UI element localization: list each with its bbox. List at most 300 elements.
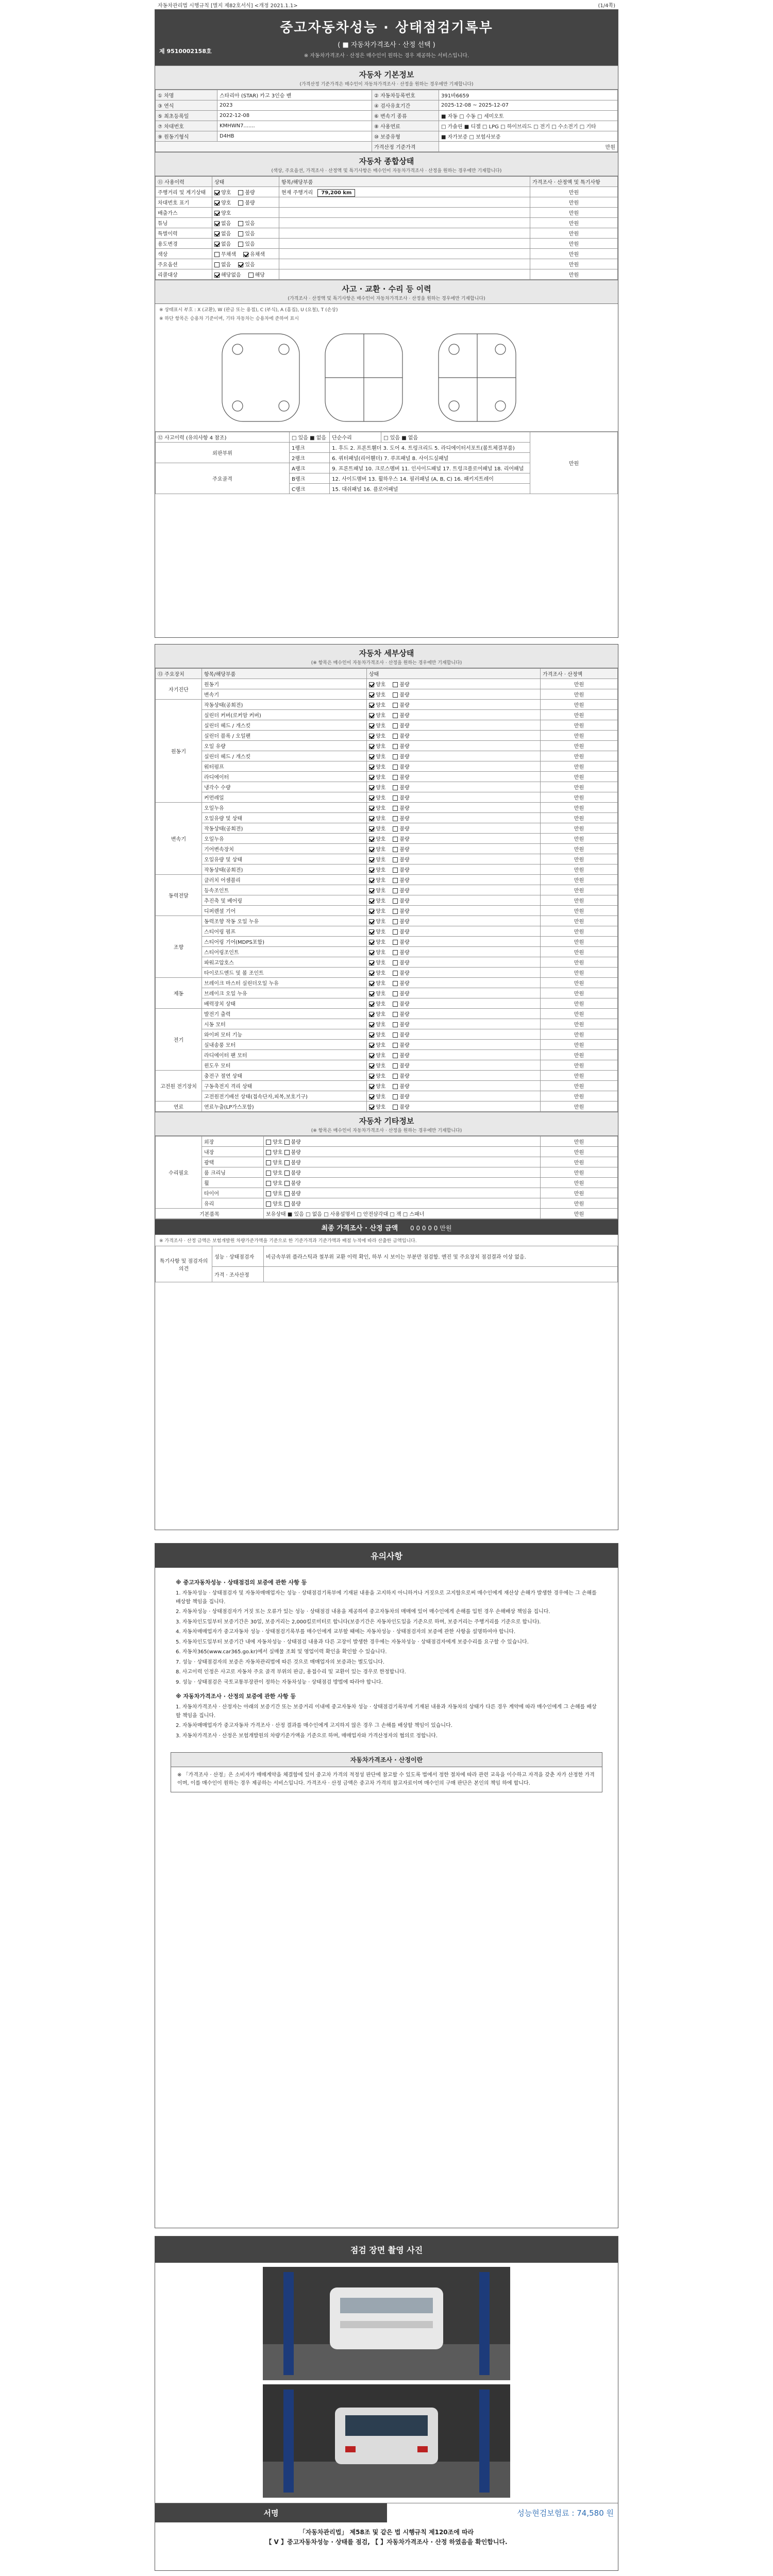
rank-label: A랭크 bbox=[290, 463, 330, 473]
checkbox[interactable] bbox=[393, 868, 398, 873]
price-unit: 만원 bbox=[541, 782, 618, 792]
photo-sheet bbox=[155, 2236, 618, 2571]
price-unit: 만원 bbox=[541, 988, 618, 998]
detail-status bbox=[367, 937, 541, 947]
group-label: 조향 bbox=[156, 916, 202, 978]
status-label: 불량 bbox=[399, 744, 410, 750]
notice-paragraph: 6. 자동차365(www.car365.go.kr)에서 실매물 조회 및 영업이력 확인을 확인할 수 있습니다. bbox=[176, 1649, 387, 1655]
rank-label: 1랭크 bbox=[290, 443, 330, 453]
price-unit: 만원 bbox=[541, 906, 618, 916]
status-label: 양호 bbox=[376, 754, 386, 760]
detail-status bbox=[367, 751, 541, 761]
checkbox-checked[interactable] bbox=[214, 231, 220, 236]
status-label: 불량 bbox=[399, 775, 410, 781]
checkbox-checked[interactable] bbox=[369, 1063, 374, 1069]
status-label: 불량 bbox=[399, 929, 410, 935]
checkbox-checked[interactable] bbox=[369, 991, 374, 996]
checkbox-checked[interactable] bbox=[369, 806, 374, 811]
checkbox-checked[interactable] bbox=[369, 713, 374, 718]
field-label: ③ 연식 bbox=[156, 100, 217, 111]
checkbox[interactable] bbox=[393, 878, 398, 883]
checkbox[interactable] bbox=[238, 231, 243, 236]
summary-value: 0 0 0 0 0 만원 bbox=[410, 1225, 452, 1232]
field-value: ■ 자동 □ 수동 □ 세미오토 bbox=[439, 111, 618, 121]
parts-list: 6. 쿼터패널(리어휀더) 7. 루프패널 8. 사이드실패널 bbox=[330, 453, 530, 463]
status-label: 불량 bbox=[399, 1105, 410, 1110]
checkbox-checked[interactable] bbox=[369, 1043, 374, 1048]
checkbox[interactable] bbox=[393, 703, 398, 708]
detail-status bbox=[367, 689, 541, 700]
price-unit: 만원 bbox=[541, 803, 618, 813]
detail-item: 냉각수 수량 bbox=[202, 782, 367, 792]
status-label: 양호 bbox=[376, 857, 386, 863]
status-label: 양호 bbox=[376, 940, 386, 945]
checkbox[interactable] bbox=[393, 806, 398, 811]
detail-item: 브레이크 마스터 실린더오일 누유 bbox=[202, 978, 367, 988]
status-label: 양호 bbox=[376, 919, 386, 925]
detail-item: 오일유량 및 상태 bbox=[202, 854, 367, 865]
checkbox[interactable] bbox=[284, 1140, 290, 1145]
row-label: 주행거리 및 계기상태 bbox=[156, 187, 212, 197]
checkbox-checked[interactable] bbox=[369, 826, 374, 832]
checkbox-checked[interactable] bbox=[369, 775, 374, 780]
checkbox[interactable] bbox=[393, 734, 398, 739]
detail-item: 작동상태(공회전) bbox=[202, 865, 367, 875]
detail-sheet bbox=[155, 644, 618, 1530]
detail-item: 라디에이터 팬 모터 bbox=[202, 1050, 367, 1060]
status-label: 양호 bbox=[376, 929, 386, 935]
detail-table bbox=[155, 668, 618, 1112]
checkbox[interactable] bbox=[266, 1140, 271, 1145]
checkbox[interactable] bbox=[393, 816, 398, 821]
checkbox[interactable] bbox=[393, 888, 398, 893]
detail-item: 스티어링조인트 bbox=[202, 947, 367, 957]
notice-paragraph: 3. 자동차인도일부터 보증기간은 30일, 보증거리는 2,000킬로미터로 합니다(보증기간은 자동차인도일을 기준으로 하며, 보증거리는 주행거리를 기준으로 합니다). bbox=[176, 1619, 541, 1625]
checkbox-checked[interactable] bbox=[369, 682, 374, 687]
checkbox[interactable] bbox=[393, 785, 398, 790]
checkbox-checked[interactable] bbox=[214, 211, 220, 216]
row-label: 주요옵션 bbox=[156, 259, 212, 269]
status-label: 불량 bbox=[399, 991, 410, 997]
checkbox[interactable] bbox=[238, 242, 243, 247]
checkbox-checked[interactable] bbox=[369, 960, 374, 965]
status-label: 불량 bbox=[399, 1074, 410, 1079]
field-label: ⑥ 변속기 종류 bbox=[372, 111, 439, 121]
price-unit: 만원 bbox=[541, 865, 618, 875]
checkbox[interactable] bbox=[393, 826, 398, 832]
status-label: 불량 bbox=[399, 950, 410, 956]
field-value: 스타리아 (STAR) 카고 3인승 밴 bbox=[217, 90, 372, 100]
price-unit: 만원 bbox=[530, 239, 618, 249]
price-unit: 만원 bbox=[439, 142, 618, 152]
checkbox-checked[interactable] bbox=[369, 754, 374, 759]
other-header bbox=[155, 1112, 618, 1136]
checkbox[interactable] bbox=[393, 1105, 398, 1110]
status-label: 양호 bbox=[376, 1002, 386, 1007]
checkbox[interactable] bbox=[393, 940, 398, 945]
detail-item: 구동축전지 격리 상태 bbox=[202, 1081, 367, 1091]
summary-header bbox=[155, 1219, 618, 1235]
checkbox-checked[interactable] bbox=[369, 795, 374, 801]
checkbox[interactable] bbox=[393, 1043, 398, 1048]
checkbox[interactable] bbox=[393, 1063, 398, 1069]
checkbox-checked[interactable] bbox=[369, 692, 374, 698]
status-label: 양호 bbox=[376, 981, 386, 987]
price-unit: 만원 bbox=[541, 1091, 618, 1101]
detail-status bbox=[367, 823, 541, 834]
checkbox-checked[interactable] bbox=[214, 200, 220, 206]
col-header: 상태 bbox=[367, 669, 541, 679]
col-header: 항목/해당부품 bbox=[279, 177, 530, 187]
detail-status bbox=[367, 968, 541, 978]
price-unit: 만원 bbox=[530, 249, 618, 259]
detail-status bbox=[367, 679, 541, 689]
price-unit: 만원 bbox=[541, 875, 618, 885]
detail-status bbox=[367, 957, 541, 968]
price-unit: 만원 bbox=[541, 844, 618, 854]
status-label: 양호 bbox=[376, 1105, 386, 1110]
checkbox[interactable] bbox=[393, 754, 398, 759]
checkbox[interactable] bbox=[238, 221, 243, 226]
status-label: 불량 bbox=[399, 1063, 410, 1069]
checkbox[interactable] bbox=[393, 1074, 398, 1079]
price-unit: 만원 bbox=[541, 792, 618, 803]
price-label: 가격 · 조사산정 bbox=[212, 1267, 264, 1282]
status-label: 양호 bbox=[376, 837, 386, 842]
basic-info-note: (가격산정 기준가격은 매수인이 자동차가격조사 · 산정을 원하는 경우에만 기재합니다) bbox=[299, 82, 474, 87]
status-label: 양호 bbox=[376, 744, 386, 750]
checkbox-checked[interactable] bbox=[369, 919, 374, 924]
checkbox-checked[interactable] bbox=[369, 847, 374, 852]
checkbox[interactable] bbox=[214, 262, 220, 267]
status-label: 양호 bbox=[376, 703, 386, 708]
detail-item: 스티어링 펌프 bbox=[202, 926, 367, 937]
price-cell bbox=[156, 142, 372, 152]
checkbox-checked[interactable] bbox=[369, 703, 374, 708]
checkbox[interactable] bbox=[266, 1150, 271, 1155]
notice-paragraph: 1. 자동차가격조사 · 산정자는 아래의 보증기간 또는 보증거리 이내에 중고자동차 성능 · 상태점검기록부에 기재된 내용과 자동차의 상태가 다른 경우 계약에 따라 매수인에게 그 손해를 배상할 책임을 집니다. bbox=[176, 1704, 597, 1719]
detail-status bbox=[367, 813, 541, 823]
checkbox[interactable] bbox=[393, 857, 398, 862]
detail-status bbox=[367, 834, 541, 844]
detail-item: 파워고압호스 bbox=[202, 957, 367, 968]
price-unit: 만원 bbox=[541, 1019, 618, 1029]
detail-item: 실린더 블록 / 오일팬 bbox=[202, 731, 367, 741]
checkbox-checked[interactable] bbox=[369, 940, 374, 945]
checkbox-checked[interactable] bbox=[243, 252, 248, 257]
price-unit: 만원 bbox=[530, 208, 618, 218]
checkbox[interactable] bbox=[393, 899, 398, 904]
mileage-value: 79,200 km bbox=[317, 189, 355, 197]
checkbox[interactable] bbox=[393, 1084, 398, 1089]
checkbox[interactable] bbox=[266, 1201, 271, 1207]
checkbox-checked[interactable] bbox=[369, 785, 374, 790]
detail-status bbox=[367, 1101, 541, 1112]
top-bar bbox=[155, 0, 618, 8]
detail-item: 워터펌프 bbox=[202, 761, 367, 772]
detail-status bbox=[367, 772, 541, 782]
basic-items-label: 기본품목 bbox=[156, 1209, 264, 1219]
detail-status bbox=[367, 710, 541, 720]
checkbox[interactable] bbox=[284, 1171, 290, 1176]
document-note: ※ 자동차가격조사 · 산정은 매수인이 원하는 경우 제공하는 서비스입니다. bbox=[304, 53, 469, 59]
col-header: ⑬ 주요장치 bbox=[156, 669, 202, 679]
checkbox[interactable] bbox=[266, 1160, 271, 1165]
field-value: □ 가솔린 ■ 디젤 □ LPG □ 하이브리드 □ 전기 □ 수소전기 □ 기타 bbox=[439, 121, 618, 131]
group-label: 전기 bbox=[156, 1009, 202, 1071]
inspection-photo-front bbox=[263, 2267, 510, 2380]
detail-item: 클러치 어셈블리 bbox=[202, 875, 367, 885]
checkbox[interactable] bbox=[393, 1012, 398, 1017]
checkbox[interactable] bbox=[393, 1053, 398, 1058]
checkbox[interactable] bbox=[284, 1181, 290, 1186]
price-unit: 만원 bbox=[541, 823, 618, 834]
rank-label: C랭크 bbox=[290, 484, 330, 494]
field-label: ② 자동차등록번호 bbox=[372, 90, 439, 100]
checkbox-checked[interactable] bbox=[369, 744, 374, 749]
checkbox[interactable] bbox=[266, 1181, 271, 1186]
status-label: 양호 bbox=[376, 1022, 386, 1028]
checkbox[interactable] bbox=[393, 1032, 398, 1038]
checkbox-checked[interactable] bbox=[369, 868, 374, 873]
detail-status bbox=[367, 803, 541, 813]
detail-item: 오일누유 bbox=[202, 803, 367, 813]
checkbox[interactable] bbox=[393, 775, 398, 780]
price-unit: 만원 bbox=[541, 720, 618, 731]
row-label: 차대번호 표기 bbox=[156, 197, 212, 208]
detail-item: 스티어링 기어(MDPS포함) bbox=[202, 937, 367, 947]
accident-legend: ※ 상태표시 부호 : X (교환), W (판금 또는 용접), C (부식), A (흠집), U (요철), T (손상) bbox=[159, 308, 338, 313]
detail-status bbox=[367, 906, 541, 916]
checkbox[interactable] bbox=[393, 1002, 398, 1007]
detail-status bbox=[367, 761, 541, 772]
checkbox-checked[interactable] bbox=[369, 1012, 374, 1017]
status-label: 불량 bbox=[399, 940, 410, 945]
checkbox[interactable] bbox=[393, 795, 398, 801]
price-unit: 만원 bbox=[541, 1081, 618, 1091]
checkbox-checked[interactable] bbox=[369, 1002, 374, 1007]
inspection-photo-rear bbox=[263, 2384, 510, 2498]
col-header: 항목/해당부품 bbox=[202, 669, 367, 679]
group-label: 변속기 bbox=[156, 803, 202, 875]
checkbox-checked[interactable] bbox=[369, 971, 374, 976]
detail-item: 발전기 출력 bbox=[202, 1009, 367, 1019]
checkbox[interactable] bbox=[393, 847, 398, 852]
checkbox-checked[interactable] bbox=[369, 981, 374, 986]
parts-list: 12. 사이드멤버 13. 휠하우스 14. 필러패널 (A, B, C) 16. 패키지트레이 bbox=[330, 473, 530, 484]
checkbox-checked[interactable] bbox=[369, 816, 374, 821]
price-unit: 만원 bbox=[530, 218, 618, 228]
field-label: ① 차명 bbox=[156, 90, 217, 100]
row-label: 튜닝 bbox=[156, 218, 212, 228]
status-label: 양호 bbox=[376, 775, 386, 781]
detail-status bbox=[367, 854, 541, 865]
overall-note: (색상, 주요옵션, 가격조사 · 산정액 및 특기사항은 매수인이 자동차가격조사 · 산정을 원하는 경우에만 기재합니다) bbox=[271, 168, 502, 174]
accident-note: (가격조사 · 산정액 및 특기사항은 매수인이 자동차가격조사 · 산정을 원하는 경우에만 기재합니다) bbox=[288, 296, 485, 301]
detail-status bbox=[367, 720, 541, 731]
status-label: 불량 bbox=[399, 806, 410, 811]
checkbox-checked[interactable] bbox=[369, 929, 374, 935]
price-unit: 만원 bbox=[530, 259, 618, 269]
status-label: 불량 bbox=[399, 1012, 410, 1018]
accident-header bbox=[155, 280, 618, 304]
simple-repair-value: □ 있음 ■ 없음 bbox=[381, 432, 530, 443]
outer-label: 외판부위 bbox=[156, 443, 290, 463]
price-unit: 만원 bbox=[541, 937, 618, 947]
checkbox-checked[interactable] bbox=[369, 1032, 374, 1038]
checkbox[interactable] bbox=[284, 1160, 290, 1165]
checkbox[interactable] bbox=[393, 919, 398, 924]
checkbox[interactable] bbox=[284, 1201, 290, 1207]
status-label: 양호 bbox=[376, 795, 386, 801]
checkbox-checked[interactable] bbox=[369, 1084, 374, 1089]
detail-status bbox=[367, 731, 541, 741]
checkbox-checked[interactable] bbox=[369, 723, 374, 728]
status-label: 양호 bbox=[376, 692, 386, 698]
detail-item: 변속기 bbox=[202, 689, 367, 700]
checkbox[interactable] bbox=[393, 682, 398, 687]
detail-item: 타이로드엔드 및 볼 조인트 bbox=[202, 968, 367, 978]
price-unit: 만원 bbox=[541, 1101, 618, 1112]
checkbox[interactable] bbox=[393, 765, 398, 770]
detail-status bbox=[367, 792, 541, 803]
checkbox[interactable] bbox=[393, 909, 398, 914]
checkbox[interactable] bbox=[248, 273, 254, 278]
checkbox[interactable] bbox=[393, 1022, 398, 1027]
status-label: 불량 bbox=[399, 1094, 410, 1100]
checkbox-checked[interactable] bbox=[214, 273, 220, 278]
detail-item: 브레이크 오일 누유 bbox=[202, 988, 367, 998]
price-unit: 만원 bbox=[541, 998, 618, 1009]
checkbox[interactable] bbox=[393, 960, 398, 965]
other-row: 광택 bbox=[202, 1157, 264, 1167]
status-label: 불량 bbox=[399, 899, 410, 904]
other-table: 수리필요 외장 양호 불량 만원 내장 양호 불량 만원 광택 양호 불량 만원 룸 크리닝 양호 불량 만원 휠 양호 불량 만원 타이어 양호 불량 만원 유리 양호 불량 만원 기본품목 보유상태 ■ 있음 □ 없음 □ 사용설명서 □ 안전삼각대 □ 잭 □ 스패너 만원 bbox=[155, 1136, 618, 1219]
checkbox[interactable] bbox=[266, 1171, 271, 1176]
group-label: 동력전달 bbox=[156, 875, 202, 916]
checkbox[interactable] bbox=[393, 929, 398, 935]
fee-text: 성능현검보험료 : 74,580 원 bbox=[517, 2509, 614, 2518]
detail-item: 와이퍼 모터 기능 bbox=[202, 1029, 367, 1040]
detail-status bbox=[367, 1040, 541, 1050]
checkbox-checked[interactable] bbox=[369, 734, 374, 739]
col-header: 상태 bbox=[212, 177, 279, 187]
checkbox[interactable] bbox=[393, 723, 398, 728]
detail-item: 기어변속장치 bbox=[202, 844, 367, 854]
group-label: 자기진단 bbox=[156, 679, 202, 700]
checkbox-checked[interactable] bbox=[369, 1053, 374, 1058]
field-value: 2025-12-08 ~ 2025-12-07 bbox=[439, 100, 618, 111]
checkbox-checked[interactable] bbox=[369, 950, 374, 955]
notice-body bbox=[155, 1568, 618, 1747]
checkbox[interactable] bbox=[284, 1150, 290, 1155]
document-number: 제 9510002158호 bbox=[159, 48, 212, 55]
checkbox[interactable] bbox=[238, 200, 243, 206]
car-outline-diagram bbox=[155, 324, 618, 432]
detail-status bbox=[367, 1081, 541, 1091]
status-label: 불량 bbox=[399, 765, 410, 770]
price-unit: 만원 bbox=[530, 197, 618, 208]
notice-sheet bbox=[155, 1543, 618, 2228]
detail-item: 작동상태(공회전) bbox=[202, 823, 367, 834]
price-unit: 만원 bbox=[541, 700, 618, 710]
other-note: (※ 항목은 매수인이 자동차가격조사 · 산정을 원하는 경우에만 기재합니다) bbox=[311, 1128, 462, 1133]
checkbox[interactable] bbox=[393, 713, 398, 718]
checkbox[interactable] bbox=[393, 692, 398, 698]
status-label: 양호 bbox=[376, 713, 386, 719]
detail-item: 작동상태(공회전) bbox=[202, 700, 367, 710]
detail-status bbox=[367, 875, 541, 885]
checkbox-checked[interactable] bbox=[369, 837, 374, 842]
status-label: 불량 bbox=[399, 692, 410, 698]
checkbox[interactable] bbox=[393, 971, 398, 976]
footer-line-2: 【 V 】중고자동차성능 · 상태를 점검, 【 】자동차가격조사 · 산정 하였음을 확인합니다. bbox=[265, 2538, 508, 2546]
special-label: 특기사항 및 점검자의 의견 bbox=[156, 1246, 212, 1282]
checkbox[interactable] bbox=[238, 190, 243, 195]
checkbox-checked[interactable] bbox=[369, 1094, 374, 1099]
detail-item: 동력조향 작동 오일 누유 bbox=[202, 916, 367, 926]
checkbox-checked[interactable] bbox=[369, 857, 374, 862]
detail-status bbox=[367, 885, 541, 895]
price-unit: 만원 bbox=[541, 926, 618, 937]
checkbox[interactable] bbox=[393, 744, 398, 749]
checkbox[interactable] bbox=[266, 1191, 271, 1196]
checkbox[interactable] bbox=[393, 1094, 398, 1099]
checkbox-checked[interactable] bbox=[369, 909, 374, 914]
status-label: 양호 bbox=[376, 734, 386, 739]
checkbox[interactable] bbox=[393, 981, 398, 986]
checkbox[interactable] bbox=[393, 991, 398, 996]
detail-item: 등속조인트 bbox=[202, 885, 367, 895]
checkbox[interactable] bbox=[393, 950, 398, 955]
price-definition-box bbox=[171, 1752, 602, 1792]
status-label: 양호 bbox=[376, 878, 386, 884]
row-label: 특별이력 bbox=[156, 228, 212, 239]
status-label: 불량 bbox=[399, 1032, 410, 1038]
checkbox-checked[interactable] bbox=[369, 899, 374, 904]
checkbox-checked[interactable] bbox=[214, 242, 220, 247]
checkbox-checked[interactable] bbox=[214, 221, 220, 226]
checkbox-checked[interactable] bbox=[214, 190, 220, 195]
checkbox[interactable] bbox=[284, 1191, 290, 1196]
status-label: 양호 bbox=[376, 826, 386, 832]
status-label: 양호 bbox=[376, 950, 386, 956]
group-label: 고전원 전기장치 bbox=[156, 1071, 202, 1101]
detail-status bbox=[367, 1019, 541, 1029]
checkbox-checked[interactable] bbox=[369, 1074, 374, 1079]
checkbox-checked[interactable] bbox=[369, 1105, 374, 1110]
status-label: 불량 bbox=[399, 1002, 410, 1007]
status-label: 불량 bbox=[399, 857, 410, 863]
checkbox[interactable] bbox=[214, 252, 220, 257]
checkbox-checked[interactable] bbox=[238, 262, 243, 267]
row-label: 색상 bbox=[156, 249, 212, 259]
detail-item: 배력장치 상태 bbox=[202, 998, 367, 1009]
status-label: 불량 bbox=[399, 816, 410, 822]
checkbox[interactable] bbox=[393, 837, 398, 842]
checkbox-checked[interactable] bbox=[369, 878, 374, 883]
checkbox-checked[interactable] bbox=[369, 888, 374, 893]
field-value: 2022-12-08 bbox=[217, 111, 372, 121]
checkbox-checked[interactable] bbox=[369, 1022, 374, 1027]
accident-title: 사고 · 교환 · 수리 등 이력 bbox=[342, 284, 431, 294]
notice-heading: ※ 자동차가격조사 · 산정의 보증에 관한 사항 등 bbox=[176, 1693, 296, 1700]
detail-item: 고전원전기배선 상태(접속단자,피복,보호기구) bbox=[202, 1091, 367, 1101]
checkbox-checked[interactable] bbox=[369, 765, 374, 770]
price-unit: 만원 bbox=[541, 1009, 618, 1019]
detail-status bbox=[367, 700, 541, 710]
status-label: 불량 bbox=[399, 1084, 410, 1090]
